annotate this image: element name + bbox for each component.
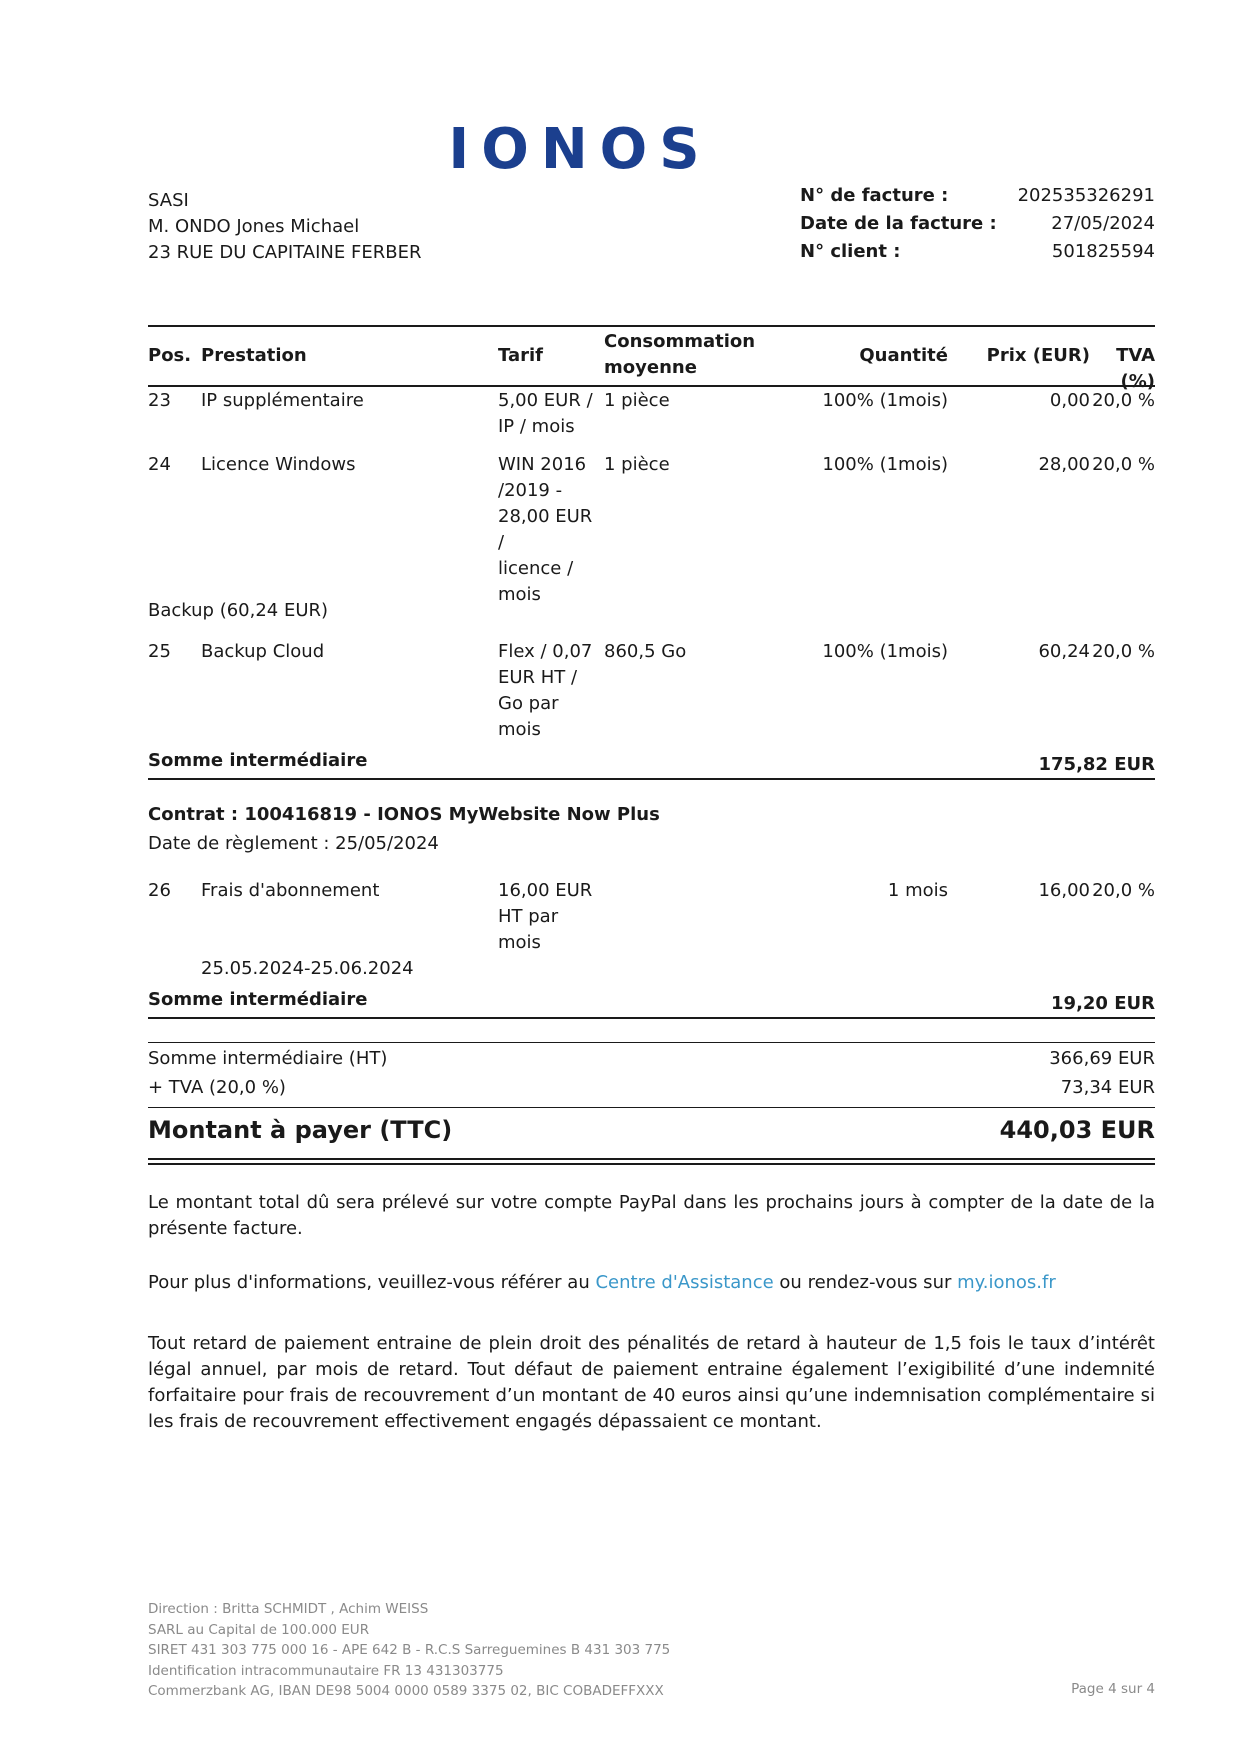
footer-line: SIRET 431 303 775 000 16 - APE 642 B - R.C.S Sarreguemines B 431 303 775 [148, 1642, 671, 1658]
table-header-rule [148, 385, 1155, 387]
subtotal-value: 19,20 EUR [1051, 993, 1155, 1014]
total-tva-value: 73,34 EUR [1060, 1077, 1155, 1098]
row-tarif [498, 878, 598, 956]
contract-title: Contrat : 100416819 - IONOS MyWebsite Now Plus [148, 804, 660, 825]
client-number-value: 501825594 [1051, 241, 1155, 262]
footer-legal [148, 1599, 670, 1702]
totals-mid-rule [148, 1107, 1155, 1108]
header-tarif: Tarif [498, 345, 543, 366]
row-tva: 20,0 % [1092, 454, 1155, 475]
invoice-number-label: N° de facture : [800, 185, 949, 206]
info-note [148, 1270, 1155, 1296]
header-consommation-line1: Consommation [604, 331, 756, 352]
row-quantite: 1 mois [887, 880, 948, 901]
total-ttc-label: Montant à payer (TTC) [148, 1116, 453, 1144]
row-prix: 60,24 [1038, 641, 1090, 662]
info-middle: ou rendez-vous sur [779, 1272, 952, 1293]
row-tarif-line: /2019 - [498, 480, 563, 501]
header-consommation-line2: moyenne [604, 357, 697, 378]
row-tarif-line: HT par [498, 906, 559, 927]
row-period: 25.05.2024-25.06.2024 [201, 958, 414, 979]
row-prestation: Frais d'abonnement [201, 880, 380, 901]
row-tarif-line: IP / mois [498, 416, 575, 437]
row-tarif-line: 28,00 EUR / [498, 506, 593, 553]
subtotal-label: Somme intermédiaire [148, 989, 368, 1010]
row-tarif-line: mois [498, 719, 541, 740]
client-number-label: N° client : [800, 241, 901, 262]
row-prestation: Licence Windows [201, 454, 356, 475]
row-tva: 20,0 % [1092, 641, 1155, 662]
row-quantite: 100% (1mois) [822, 641, 948, 662]
row-tarif-line: Flex / 0,07 [498, 641, 593, 662]
row-tva: 20,0 % [1092, 880, 1155, 901]
recipient-line-3: 23 RUE DU CAPITAINE FERBER [148, 242, 422, 263]
row-prestation: IP supplémentaire [201, 390, 364, 411]
row-consommation: 860,5 Go [604, 641, 687, 662]
contract-date: Date de règlement : 25/05/2024 [148, 833, 439, 854]
footer-line: Commerzbank AG, IBAN DE98 5004 0000 0589 3375 02, BIC COBADEFFXXX [148, 1683, 664, 1699]
page-number: Page 4 sur 4 [1071, 1681, 1155, 1697]
header-pos: Pos. [148, 345, 192, 366]
subtotal-row [148, 748, 1155, 776]
row-tarif-line: 5,00 EUR / [498, 390, 593, 411]
table-header [148, 327, 1155, 392]
assistance-center-link[interactable]: Centre d'Assistance [595, 1272, 774, 1293]
row-quantite: 100% (1mois) [822, 454, 948, 475]
invoice-date-value: 27/05/2024 [1051, 213, 1155, 234]
invoice-date-label: Date de la facture : [800, 213, 997, 234]
recipient-address [148, 188, 421, 266]
footer-line: Direction : Britta SCHMIDT , Achim WEISS [148, 1601, 429, 1617]
my-ionos-link[interactable]: my.ionos.fr [957, 1272, 1056, 1293]
row-prestation: Backup Cloud [201, 641, 325, 662]
row-quantite: 100% (1mois) [822, 390, 948, 411]
ionos-logo: IONOS [448, 117, 712, 182]
totals-double-rule-1 [148, 1158, 1155, 1160]
invoice-meta [800, 182, 1155, 266]
row-tarif-line: WIN 2016 [498, 454, 587, 475]
total-ht-label: Somme intermédiaire (HT) [148, 1048, 388, 1069]
late-payment-note: Tout retard de paiement entraine de plein droit des pénalités de retard à hauteur de 1,5 fois le taux d’intérêt légal annuel, par mois de retard. Tout défaut de paiement entraine également l’exigibilité d’une indemnité forfaitaire pour frais de recouvrement d’un montant de 40 euros ainsi qu’une indemnisation complémentaire si les frais de recouvrement effectivement engagés dépassaient ce montant. [148, 1333, 1155, 1432]
header-prix: Prix (EUR) [986, 345, 1090, 366]
row-tarif-line: mois [498, 584, 541, 605]
invoice-number-value: 202535326291 [1017, 185, 1155, 206]
row-tarif [498, 388, 598, 440]
subtotal-row [148, 987, 1155, 1015]
row-prix: 0,00 [1049, 390, 1090, 411]
row-tarif-line: licence / [498, 558, 574, 579]
header-tva: TVA (%) [1116, 345, 1155, 392]
totals-top-rule [148, 1042, 1155, 1043]
recipient-line-2: M. ONDO Jones Michael [148, 216, 360, 237]
row-tva: 20,0 % [1092, 390, 1155, 411]
footer-line: SARL au Capital de 100.000 EUR [148, 1621, 370, 1638]
recipient-line-1: SASI [148, 190, 189, 211]
row-tarif [498, 639, 598, 743]
subtotal-label: Somme intermédiaire [148, 750, 368, 771]
row-prix: 28,00 [1038, 454, 1090, 475]
client-number-row [800, 238, 1155, 266]
subtotal-rule [148, 778, 1155, 780]
header-quantite: Quantité [859, 345, 948, 366]
total-ht-value: 366,69 EUR [1049, 1048, 1155, 1069]
total-tva-label: + TVA (20,0 %) [148, 1077, 286, 1098]
subtotal-value: 175,82 EUR [1038, 754, 1155, 775]
total-ttc-value: 440,03 EUR [999, 1116, 1155, 1144]
paypal-note: Le montant total dû sera prélevé sur votre compte PayPal dans les prochains jours à compter de la date de la présente facture. [148, 1192, 1155, 1239]
row-pos: 25 [148, 641, 171, 662]
row-consommation: 1 pièce [604, 454, 670, 475]
info-prefix: Pour plus d'informations, veuillez-vous référer au [148, 1272, 590, 1293]
subtotal-rule [148, 1017, 1155, 1019]
row-tarif-line: 16,00 EUR [498, 880, 593, 901]
header-prestation: Prestation [201, 345, 307, 366]
row-prix: 16,00 [1038, 880, 1090, 901]
row-tarif [498, 452, 598, 608]
row-tarif-line: EUR HT / [498, 667, 578, 688]
footer-line: Identification intracommunautaire FR 13 431303775 [148, 1662, 504, 1679]
invoice-number-row [800, 182, 1155, 210]
totals-double-rule-2 [148, 1163, 1155, 1165]
row-consommation: 1 pièce [604, 390, 670, 411]
group-label-text: Backup (60,24 EUR) [148, 600, 329, 621]
row-pos: 23 [148, 390, 171, 411]
invoice-date-row [800, 210, 1155, 238]
row-pos: 26 [148, 880, 171, 901]
row-pos: 24 [148, 454, 171, 475]
row-tarif-line: Go par [498, 693, 559, 714]
row-tarif-line: mois [498, 932, 541, 953]
